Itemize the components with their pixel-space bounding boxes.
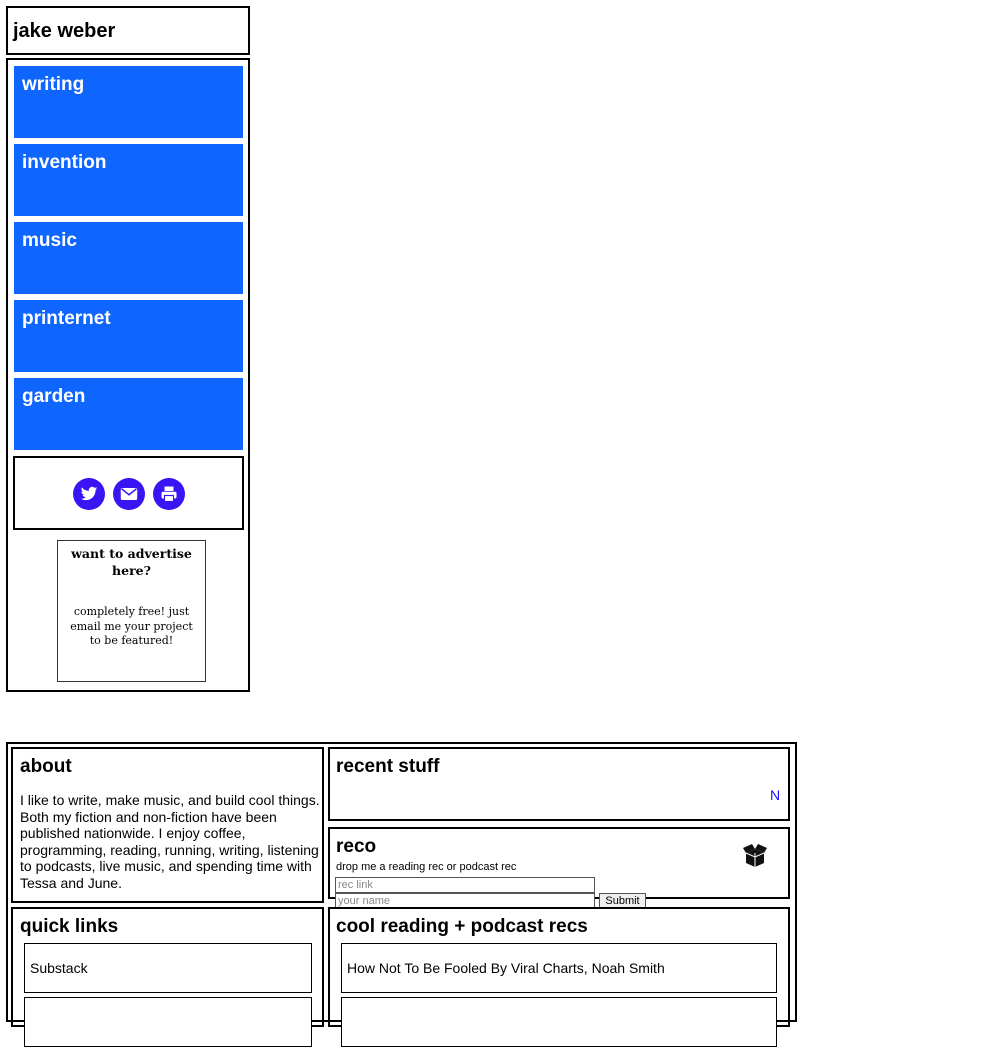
sidebar [6,58,250,692]
nav-item-garden[interactable]: garden [14,378,243,450]
ad-box [57,540,206,682]
rec-item[interactable]: How Not To Be Fooled By Viral Charts, Noah Smith [341,943,777,993]
recent-title: recent stuff [336,756,440,777]
recs-title: cool reading + podcast recs [336,916,588,937]
ad-title: want to advertise here? [71,546,192,578]
rec-link-input[interactable] [335,877,595,893]
nav-item-invention[interactable]: invention [14,144,243,216]
ad-body: completely free! just email me your project to be featured! [70,605,193,647]
recent-link[interactable]: N [770,787,781,803]
twitter-button[interactable] [73,478,105,510]
quick-links-panel [11,907,324,1027]
nav-item-writing[interactable]: writing [14,66,243,138]
quick-link-item[interactable]: Substack [24,943,312,993]
social-links [13,456,244,530]
nav-item-printernet[interactable]: printernet [14,300,243,372]
reco-panel [328,827,790,907]
recs-panel [328,907,790,1027]
quick-link-item[interactable] [24,997,312,1047]
about-panel [11,747,324,903]
main-content [6,742,797,1022]
recent-panel [328,747,790,821]
email-icon [120,487,138,501]
rec-item[interactable] [341,997,777,1047]
reco-title: reco [336,836,377,857]
reco-subtitle: drop me a reading rec or podcast rec [336,861,517,873]
box-icon [743,842,767,868]
print-button[interactable] [153,478,185,510]
printer-icon [160,485,178,503]
twitter-icon [79,485,99,503]
about-text: I like to write, make music, and build cool things. Both my fiction and non-fiction have been published nationwide. I enjoy coffee, programming, reading, running, writing, listening to podcasts, live music, and spending time with Tessa and June. [20,792,320,891]
about-title: about [20,756,72,777]
nav-item-music[interactable]: music [14,222,243,294]
quick-links-title: quick links [20,916,119,937]
email-button[interactable] [113,478,145,510]
site-title[interactable]: jake weber [6,6,250,55]
submit-button[interactable]: Submit [599,893,646,909]
